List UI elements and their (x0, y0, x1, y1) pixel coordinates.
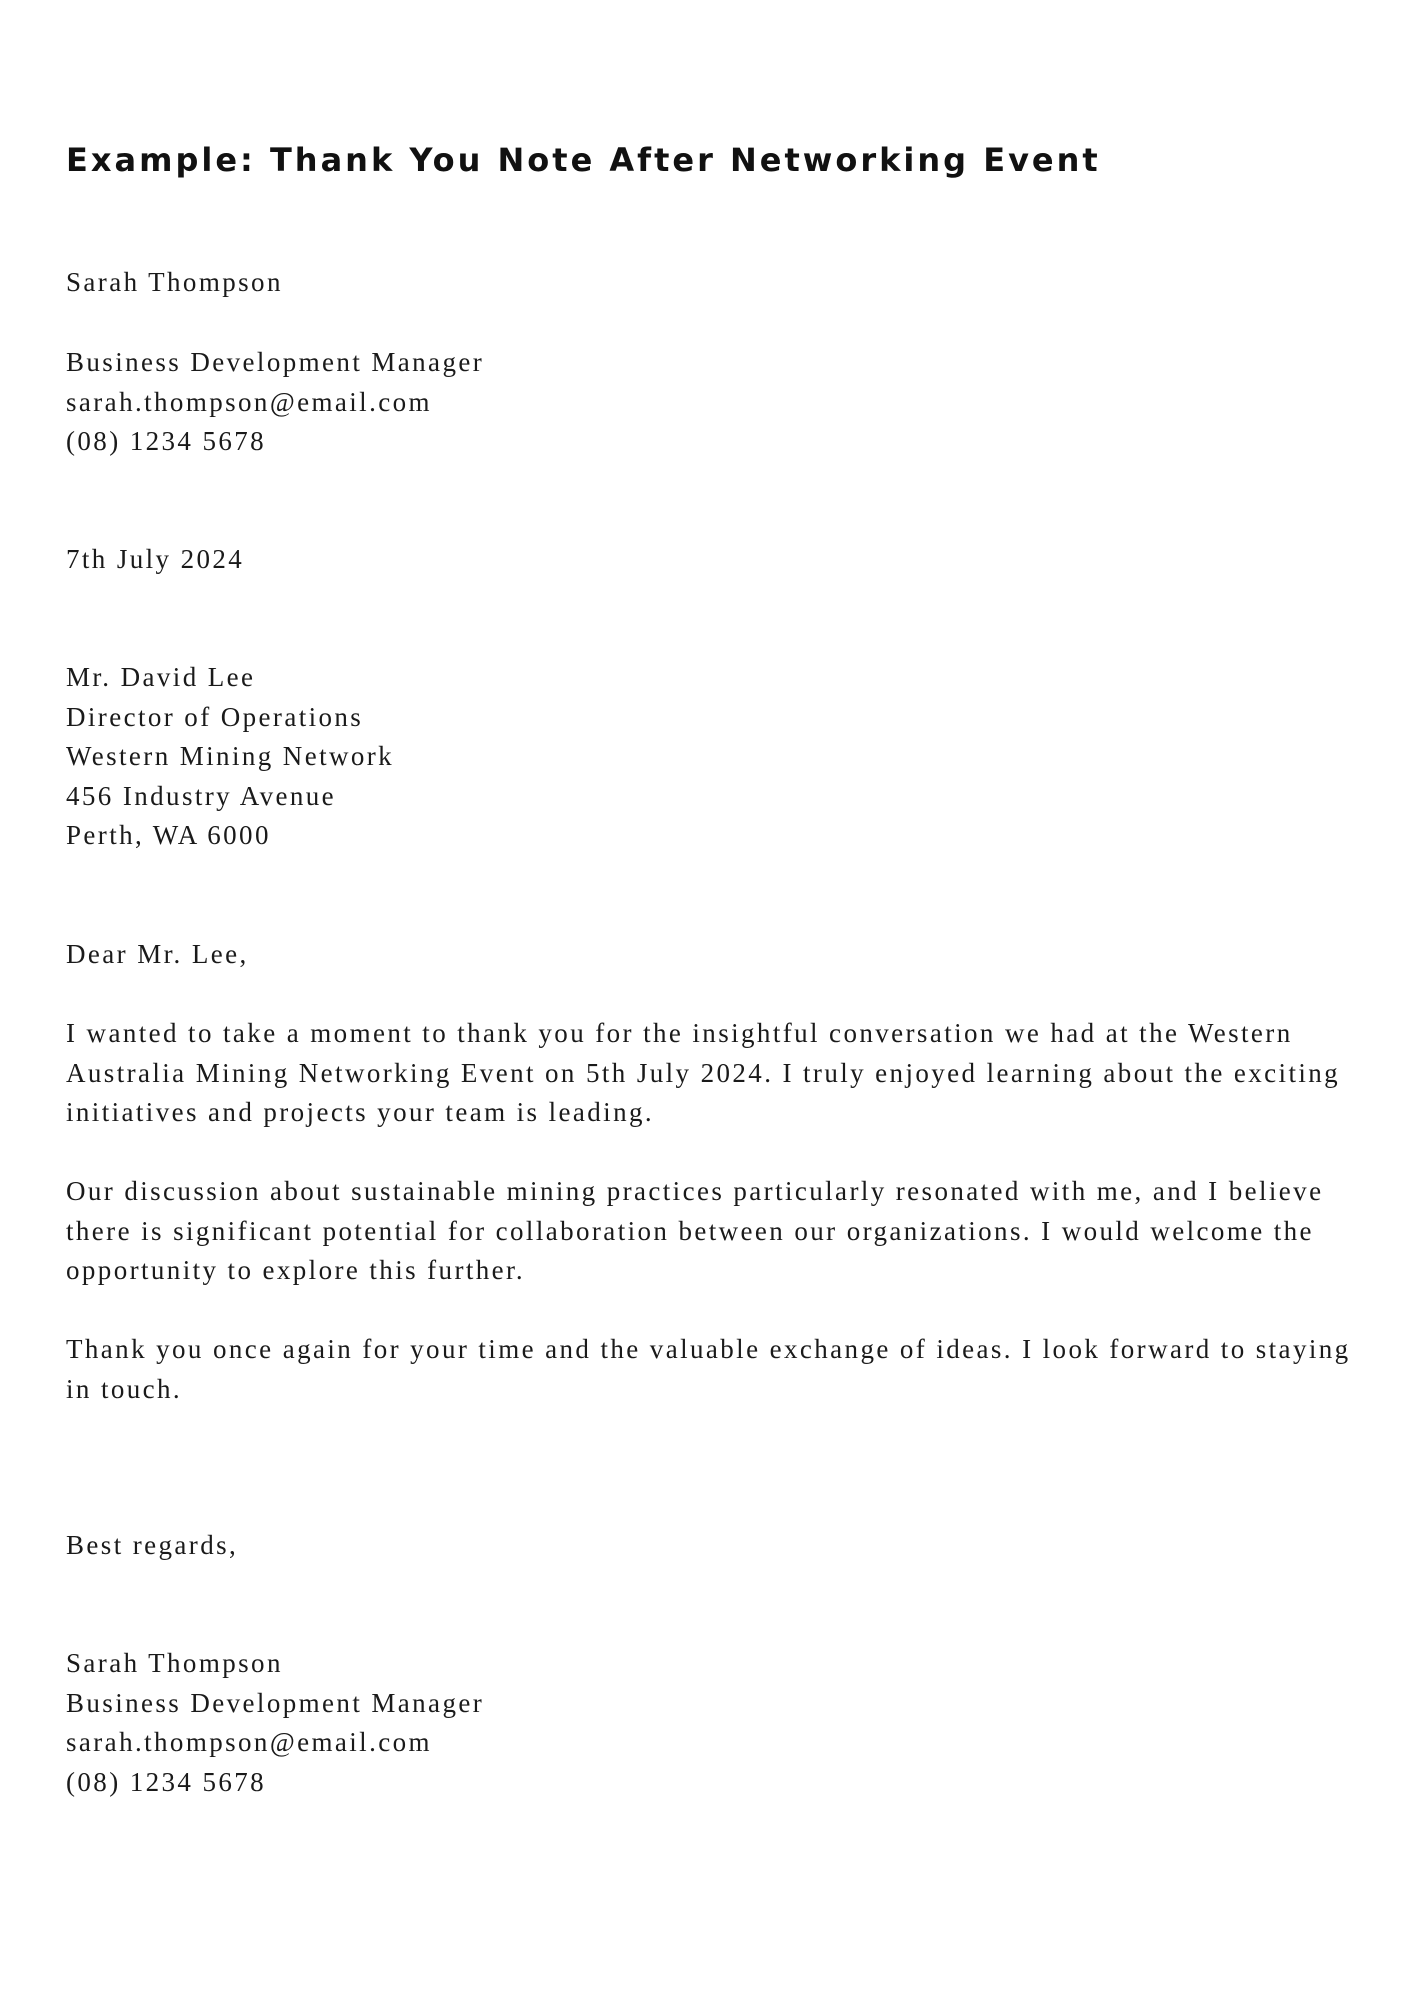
body-paragraph-2: Our discussion about sustainable mining practices particularly resonated with me, and I believe there is significant potential for collaboration between our organizations. I would welcome the opportunity to explore this further. (66, 1176, 1324, 1285)
recipient-city: Perth, WA 6000 (66, 820, 271, 850)
page-title: Example: Thank You Note After Networking Event (66, 141, 1101, 179)
sender-email: sarah.thompson@email.com (66, 386, 432, 417)
signature-position: Business Development Manager (66, 1687, 485, 1718)
signature-email: sarah.thompson@email.com (66, 1727, 432, 1757)
recipient-company: Western Mining Network (66, 741, 395, 771)
body-paragraph-3: Thank you once again for your time and the valuable exchange of ideas. I look forward to staying in touch. (66, 1334, 1351, 1404)
closing-block (66, 1526, 238, 1566)
body-paragraph-1: I wanted to take a moment to thank you for the insightful conversation we had at the Western Australia Mining Networking Event on 5th July 2024. I truly enjoyed learning about the exciting initiatives and projects your team is leading. (66, 1018, 1341, 1127)
signature-name: Sarah Thompson (66, 1648, 283, 1678)
closing: Best regards, (66, 1530, 239, 1560)
signature-block (66, 1644, 484, 1802)
sender-name-block (66, 263, 283, 303)
recipient-street: 456 Industry Avenue (66, 780, 337, 811)
salutation-block (66, 935, 249, 975)
sender-name: Sarah Thompson (66, 267, 283, 297)
recipient-position: Director of Operations (66, 701, 364, 732)
letter-date-block (66, 540, 244, 580)
sender-position: Business Development Manager (66, 347, 485, 377)
sender-details (66, 343, 484, 462)
signature-phone: (08) 1234 5678 (66, 1766, 267, 1797)
salutation: Dear Mr. Lee, (66, 939, 249, 969)
sender-phone: (08) 1234 5678 (66, 426, 267, 456)
letter-date: 7th July 2024 (66, 544, 245, 574)
recipient-name: Mr. David Lee (66, 662, 256, 692)
recipient-address (66, 658, 394, 856)
